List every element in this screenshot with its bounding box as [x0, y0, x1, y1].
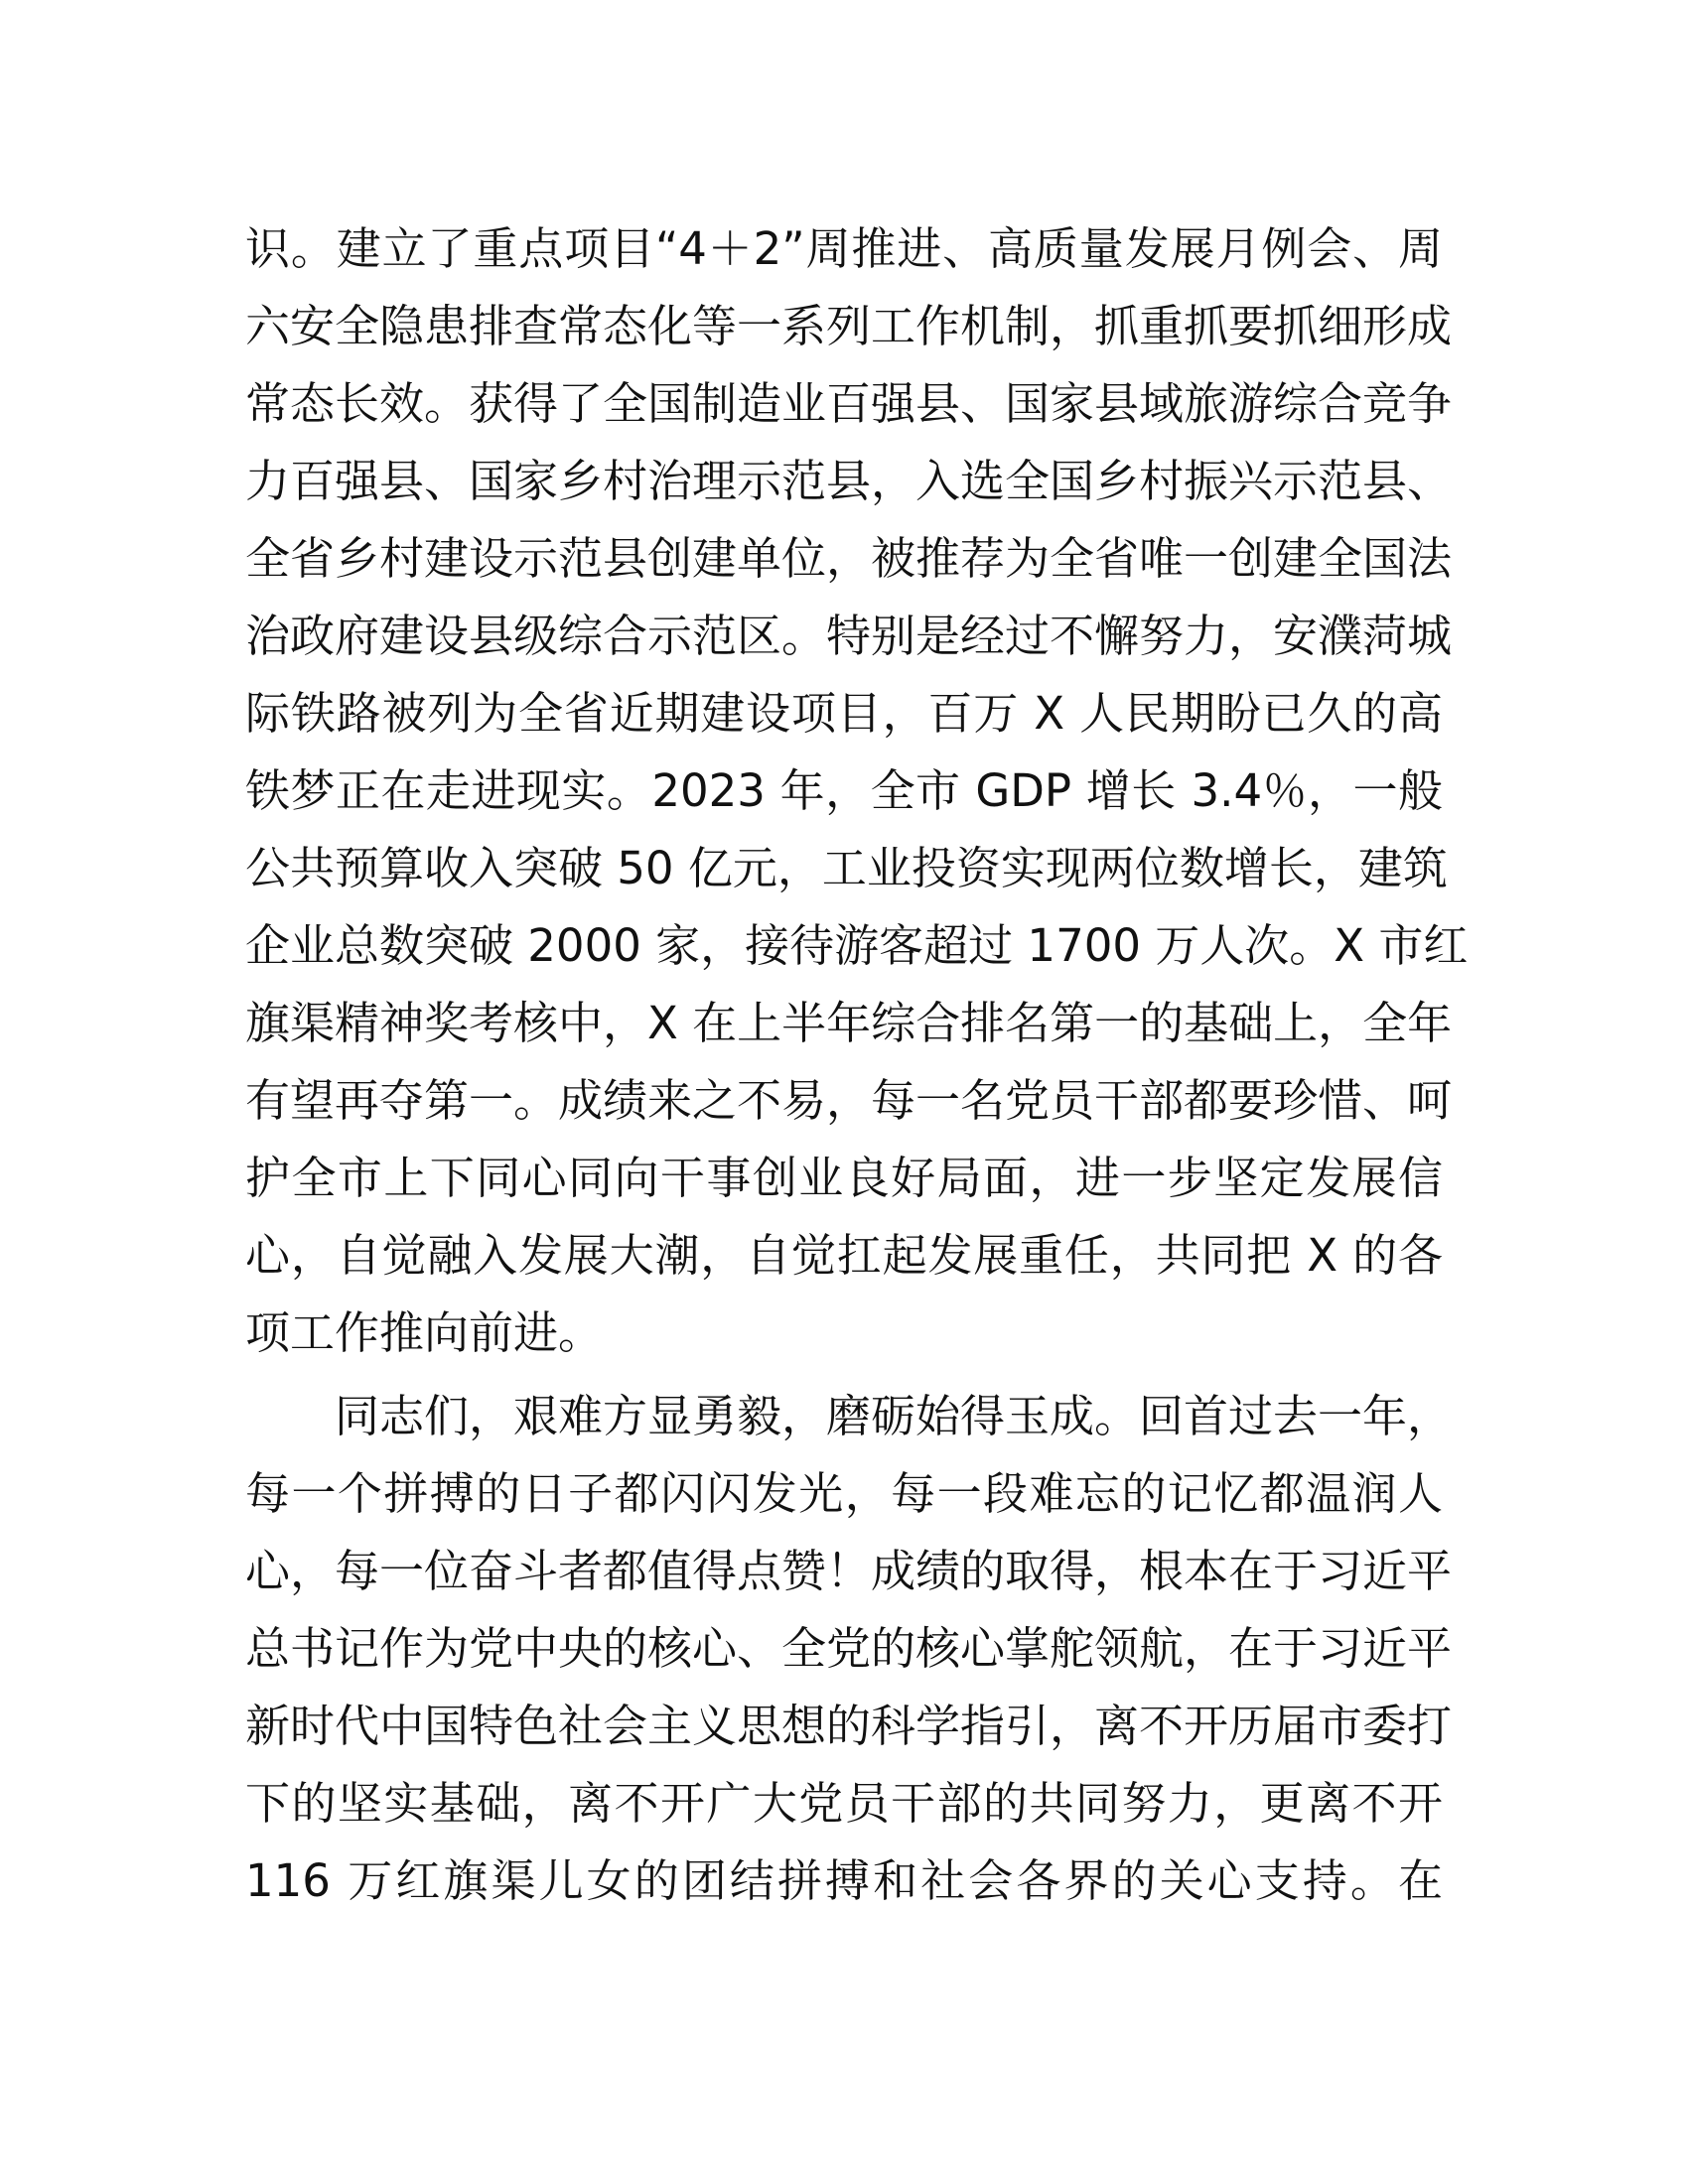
body-text: [245, 210, 1469, 1920]
paragraph-line: 识。建立了重点项目“4＋2”周推进、高质量发展月例会、周: [245, 222, 1443, 275]
paragraph-line: 每一个拼搏的日子都闪闪发光，每一段难忘的记忆都温润人: [245, 1467, 1443, 1520]
paragraph-line: 铁梦正在走进现实。2023 年，全市 GDP 增长 3.4％，一般: [245, 764, 1443, 817]
paragraph-line: 治政府建设县级综合示范区。特别是经过不懈努力，安濮菏城: [245, 610, 1453, 662]
paragraph-line: 新时代中国特色社会主义思想的科学指引，离不开历届市委打: [245, 1700, 1453, 1752]
paragraph-line: 际铁路被列为全省近期建设项目，百万 X 人民期盼已久的高: [245, 687, 1443, 740]
paragraph-line: 116 万红旗渠儿女的团结拼搏和社会各界的关心支持。在: [245, 1854, 1443, 1907]
paragraph-line: 心，每一位奋斗者都值得点赞！成绩的取得，根本在于习近平: [245, 1545, 1453, 1597]
paragraph-2: [245, 1378, 1453, 1920]
paragraph-line: 护全市上下同心同向干事创业良好局面，进一步坚定发展信: [245, 1152, 1443, 1204]
paragraph-1: [245, 210, 1469, 1372]
paragraph-line: 有望再夺第一。成绩来之不易，每一名党员干部都要珍惜、呵: [245, 1074, 1453, 1127]
paragraph-line: 下的坚实基础，离不开广大党员干部的共同努力，更离不开: [245, 1777, 1443, 1830]
paragraph-line: 项工作推向前进。: [245, 1306, 604, 1359]
paragraph-line: 总书记作为党中央的核心、全党的核心掌舵领航，在于习近平: [245, 1622, 1453, 1675]
paragraph-line: 力百强县、国家乡村治理示范县，入选全国乡村振兴示范县、: [245, 455, 1453, 507]
paragraph-line: 六安全隐患排查常态化等一系列工作机制，抓重抓要抓细形成: [245, 300, 1453, 352]
paragraph-line: 全省乡村建设示范县创建单位，被推荐为全省唯一创建全国法: [245, 532, 1453, 585]
paragraph-line: 旗渠精神奖考核中，X 在上半年综合排名第一的基础上，全年: [245, 997, 1453, 1049]
paragraph-line: 心，自觉融入发展大潮，自觉扛起发展重任，共同把 X 的各: [245, 1229, 1443, 1282]
paragraph-line: 公共预算收入突破 50 亿元，工业投资实现两位数增长，建筑: [245, 842, 1448, 894]
paragraph-line: 同志们，艰难方显勇毅，磨砺始得玉成。回首过去一年，: [335, 1390, 1453, 1442]
paragraph-line: 企业总数突破 2000 家，接待游客超过 1700 万人次。X 市红: [245, 919, 1469, 972]
paragraph-line: 常态长效。获得了全国制造业百强县、国家县域旅游综合竞争: [245, 377, 1453, 430]
